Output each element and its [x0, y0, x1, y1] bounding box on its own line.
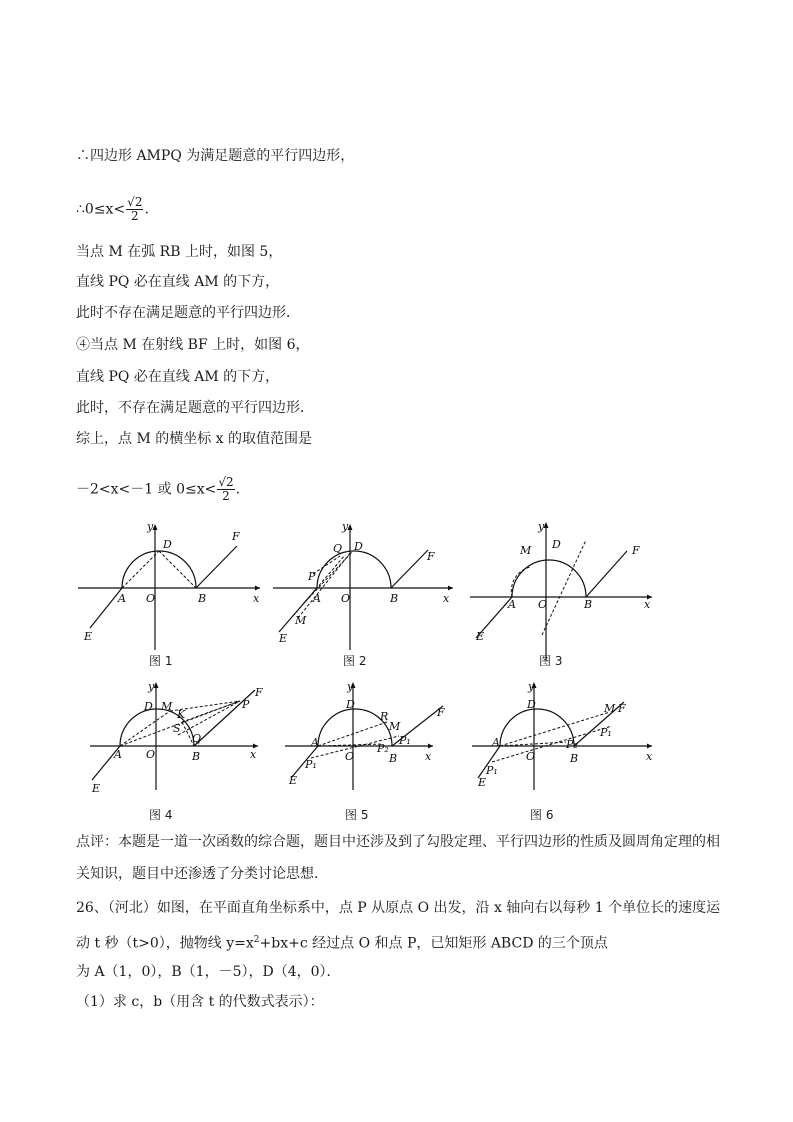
fig3-label-o: O	[538, 598, 548, 611]
line-pq-below-2: 直线 PQ 必在直线 AM 的下方，	[76, 369, 280, 385]
fig4-label-b: B	[192, 750, 201, 763]
fig4-label-o: O	[146, 748, 156, 761]
question-26-stem: 26、（河北）如图，在平面直角坐标系中，点 P 从原点 O 出发，沿 x 轴向右以每秒 1 个单位长的速度运动 t 秒（t>0），抛物线 $y=x^2+bx+c$ 经过点 O 和点 P，已知矩形 ABCD 的三个顶点	[76, 900, 721, 952]
line-range-final: －2<x<－1 或 0≤x< $\frac{√2}{2}$ .	[76, 475, 241, 503]
fig5-label-b: B	[389, 752, 398, 765]
fig4-label-k: K	[177, 708, 186, 721]
fig6-label-o: O	[526, 750, 536, 763]
fig2-label-y: y	[342, 520, 349, 533]
fig1-label-e: E	[84, 630, 93, 643]
fig5-label-f: F	[437, 706, 445, 719]
fig6-label-b: B	[570, 752, 579, 765]
line-no-parallelogram-1: 此时不存在满足题意的平行四边形．	[76, 305, 300, 321]
fig6-label-x: x	[646, 750, 653, 763]
fig3-label-x: x	[644, 598, 651, 611]
line-summary: 综上，点 M 的横坐标 x 的取值范围是	[76, 431, 313, 447]
fig5-label-e: E	[289, 774, 298, 787]
fig2-label-b: B	[390, 592, 399, 605]
figure-2	[265, 520, 465, 670]
fig2-label-x: x	[443, 592, 450, 605]
fig4-label-s: S	[173, 722, 181, 735]
line-case-ray: ④当点 M 在射线 BF 上时，如图 6，	[76, 337, 310, 353]
fig1-label-y: y	[147, 520, 154, 533]
fig6-label-d: D	[527, 698, 536, 711]
fig6-label-p1: P₁	[600, 726, 612, 739]
fig6-label-m: M	[604, 702, 616, 715]
fig1-label-f: F	[232, 530, 240, 543]
fig2-label-f: F	[427, 550, 435, 563]
fig2-label-p: P	[308, 570, 316, 583]
fig5-label-x: x	[425, 750, 432, 763]
fig2-label-q: Q	[333, 542, 343, 555]
question-26-vertices: 为 A（1，0），B（1，－5），D（4，0）．	[76, 964, 341, 980]
fig1-label-a: A	[118, 592, 126, 605]
caption-fig-1: 图 1	[149, 654, 173, 668]
caption-fig-6: 图 6	[530, 808, 554, 822]
fig3-label-y: y	[538, 520, 545, 533]
line-pq-below-1: 直线 PQ 必在直线 AM 的下方，	[76, 274, 280, 290]
fig1-label-o: O	[146, 592, 156, 605]
fig5-label-a: A	[311, 736, 319, 749]
figure-6	[462, 680, 662, 800]
fig5-label-y: y	[347, 680, 354, 693]
caption-fig-2: 图 2	[343, 654, 367, 668]
fig4-label-a: A	[114, 748, 122, 761]
fig5-label-p1: P₁	[399, 734, 411, 747]
fig5-label-p2: P₂	[377, 742, 389, 755]
fig3-label-m: M	[520, 544, 532, 557]
figure-3	[462, 520, 662, 670]
fig1-label-b: B	[198, 592, 207, 605]
fig3-label-e: E	[476, 630, 485, 643]
fraction-sqrt2-over-2: $\frac{√2}{2}$	[127, 195, 143, 223]
line-case-arc: 当点 M 在弧 RB 上时，如图 5，	[76, 244, 283, 260]
fig4-label-f: F	[255, 686, 263, 699]
figure-4	[70, 680, 270, 800]
caption-fig-3: 图 3	[539, 654, 563, 668]
fig4-label-q: Q	[192, 732, 202, 745]
fig2-label-m: M	[295, 614, 307, 627]
comment-paragraph: 点评：本题是一道一次函数的综合题，题目中还涉及到了勾股定理、平行四边形的性质及圆周角定理的相关知识，题目中还渗透了分类讨论思想．	[76, 834, 720, 882]
question-26-part-1: （1）求 c，b（用含 t 的代数式表示）：	[76, 994, 324, 1010]
caption-fig-4: 图 4	[149, 808, 173, 822]
fig2-label-e: E	[279, 632, 288, 645]
fig4-label-y: y	[148, 680, 155, 693]
fig4-label-d: D	[144, 700, 153, 713]
fig3-label-a: A	[508, 598, 516, 611]
fig6-label-a: A	[492, 736, 500, 749]
fig4-label-x: x	[250, 748, 257, 761]
fig5-label-d: D	[346, 698, 355, 711]
fig2-label-a: A	[313, 592, 321, 605]
fig3-label-f: F	[632, 544, 640, 557]
line-range-1: ∴0≤x< $\frac{√2}{2}$ .	[76, 195, 149, 223]
fig6-label-p1-bottom: P₁	[486, 764, 498, 777]
fig6-label-f: F	[618, 702, 626, 715]
fraction-sqrt2-over-2: $\frac{√2}{2}$	[218, 475, 234, 503]
line-quadrilateral: ∴四边形 AMPQ 为满足题意的平行四边形，	[76, 148, 355, 164]
fig3-label-b: B	[584, 598, 593, 611]
fig5-label-p1-bottom: P₁	[305, 758, 317, 771]
fig5-label-m: M	[389, 720, 401, 733]
fig5-label-r: R	[380, 710, 389, 723]
fig2-label-d: D	[354, 540, 363, 553]
fig1-label-d: D	[163, 538, 172, 551]
fig6-label-e: E	[478, 776, 487, 789]
line-no-parallelogram-2: 此时，不存在满足题意的平行四边形．	[76, 400, 314, 416]
fig5-label-o: O	[345, 750, 355, 763]
fig2-label-o: O	[341, 592, 351, 605]
fig4-label-p: P	[242, 698, 250, 711]
figure-5	[275, 680, 475, 800]
fig6-label-y: y	[528, 680, 535, 693]
caption-fig-5: 图 5	[345, 808, 369, 822]
fig4-label-e: E	[92, 782, 101, 795]
fig1-label-x: x	[253, 592, 260, 605]
fig6-label-p2: P₂	[566, 738, 578, 751]
fig4-label-m: M	[161, 700, 173, 713]
figure-1	[70, 520, 270, 670]
fig3-label-d: D	[552, 538, 561, 551]
